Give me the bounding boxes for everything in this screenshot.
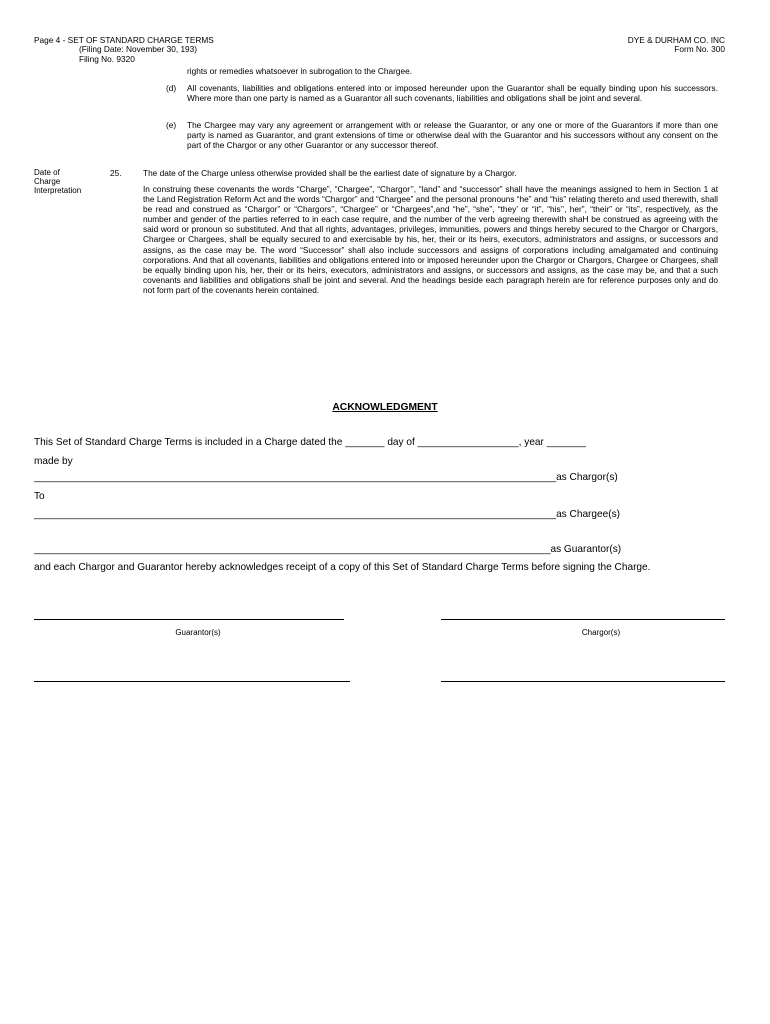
page-title: Page 4 - SET OF STANDARD CHARGE TERMS [34, 35, 214, 45]
side-note: Date of Charge Interpretation [34, 168, 82, 196]
guarantor-signature-line [34, 619, 344, 620]
acknowledgment-title: ACKNOWLEDGMENT [332, 402, 438, 413]
filing-date: (Filing Date: November 30, 193) [79, 44, 198, 54]
continuation-line: rights or remedies whatsoever in subrogation to the Chargee. [187, 66, 413, 76]
form-number: Form No. 300 [674, 44, 725, 54]
made-by-label: made by [34, 456, 73, 467]
guarantor-signature-label: Guarantor(s) [175, 628, 221, 637]
charge-date-line: This Set of Standard Charge Terms is included in a Charge dated the _______ day of __________________, year _______ [34, 437, 587, 448]
filing-number: Filing No. 9320 [79, 54, 135, 64]
guarantor-line: ____________________________________________________________________________________________as Guarantor(s) [34, 544, 622, 555]
chargee-line: _____________________________________________________________________________________________as Chargee(s) [34, 509, 621, 520]
section-first-sentence: The date of the Charge unless otherwise provided shall be the earliest date of signature by a Chargor. [143, 168, 517, 178]
interpretation-paragraph: In construing these covenants the words “Charge”, “Chargee”, “Chargor’’, “land” and “successor” shall have the meanings assigned to hem in Section 1 at the Land Registration Reform Act and the words “Chargor” and “Chargee” and the personal pronouns “he” and “his” relating thereto and used therewith, shall be read and construed as “Chargor” or “Chargors’’, “Chargee” or “Chargees”,and “he”, “she”, “they’ or “it”, “his’’, her”, “their” or “its”, respectively, as the number and gender of the parties referred to in each case require, and the number of the verb agreeing therewith shaH be construed as agreeing with the said word or pronoun so substituted. And that all rights, advantages, privileges, immunities, powers and things hereby secured to the Chargor or Chargors, Chargee or Chargees, shall be equally secured to and exercisable by his, her, their or its heirs, executors, administrators and assigns, or successors and assigns, as the case may be. The word “Successor” shall also include successors and assigns of corporations including amalgamated and continuing corporations. And that all covenants, liabilities and obligations entered into or imposed hereunder upon the Chargor or Chargors, Chargee or Chargees, shall be equally binding upon his, her, their or its heirs, executors, administrators and assigns, or successors and assigns, as the case may be, and that a such covenants and liabilities and obligations shall be joint and several. And the headings beside each paragraph herein are for reference purposes only and do not form part of the covenants herein contained. [143, 184, 718, 295]
to-label: To [34, 491, 45, 502]
acknowledgment-statement: and each Chargor and Guarantor hereby acknowledges receipt of a copy of this Set of Standard Charge Terms before signing the Charge. [34, 562, 651, 573]
company-name: DYE & DURHAM CO. INC [627, 35, 725, 45]
chargor-signature-line [441, 619, 725, 620]
second-chargor-signature-line [441, 681, 725, 682]
chargor-line: _____________________________________________________________________________________________as Chargor(s) [34, 472, 618, 483]
item-label-d: (d) [166, 83, 177, 93]
item-text-d: All covenants, liabilities and obligations entered into or imposed hereunder upon the Guarantor shall be equally binding upon his successors. Where more than one party is named as a Guarantor all such covenants, liabilities and obligations shall be joint and several. [187, 83, 718, 104]
chargor-signature-label: Chargor(s) [581, 628, 621, 637]
item-label-e: (e) [166, 120, 177, 130]
second-guarantor-signature-line [34, 681, 350, 682]
section-number: 25. [110, 168, 122, 178]
item-text-e: The Chargee may vary any agreement or arrangement with or release the Guarantor, or any one or more of the Guarantors if more than one party is named as Guarantor, and grant extensions of time or otherwise deal with the Guarantor and his successors without any consent on the part of the Chargor or any other Guarantor or any successor thereof. [187, 120, 718, 151]
